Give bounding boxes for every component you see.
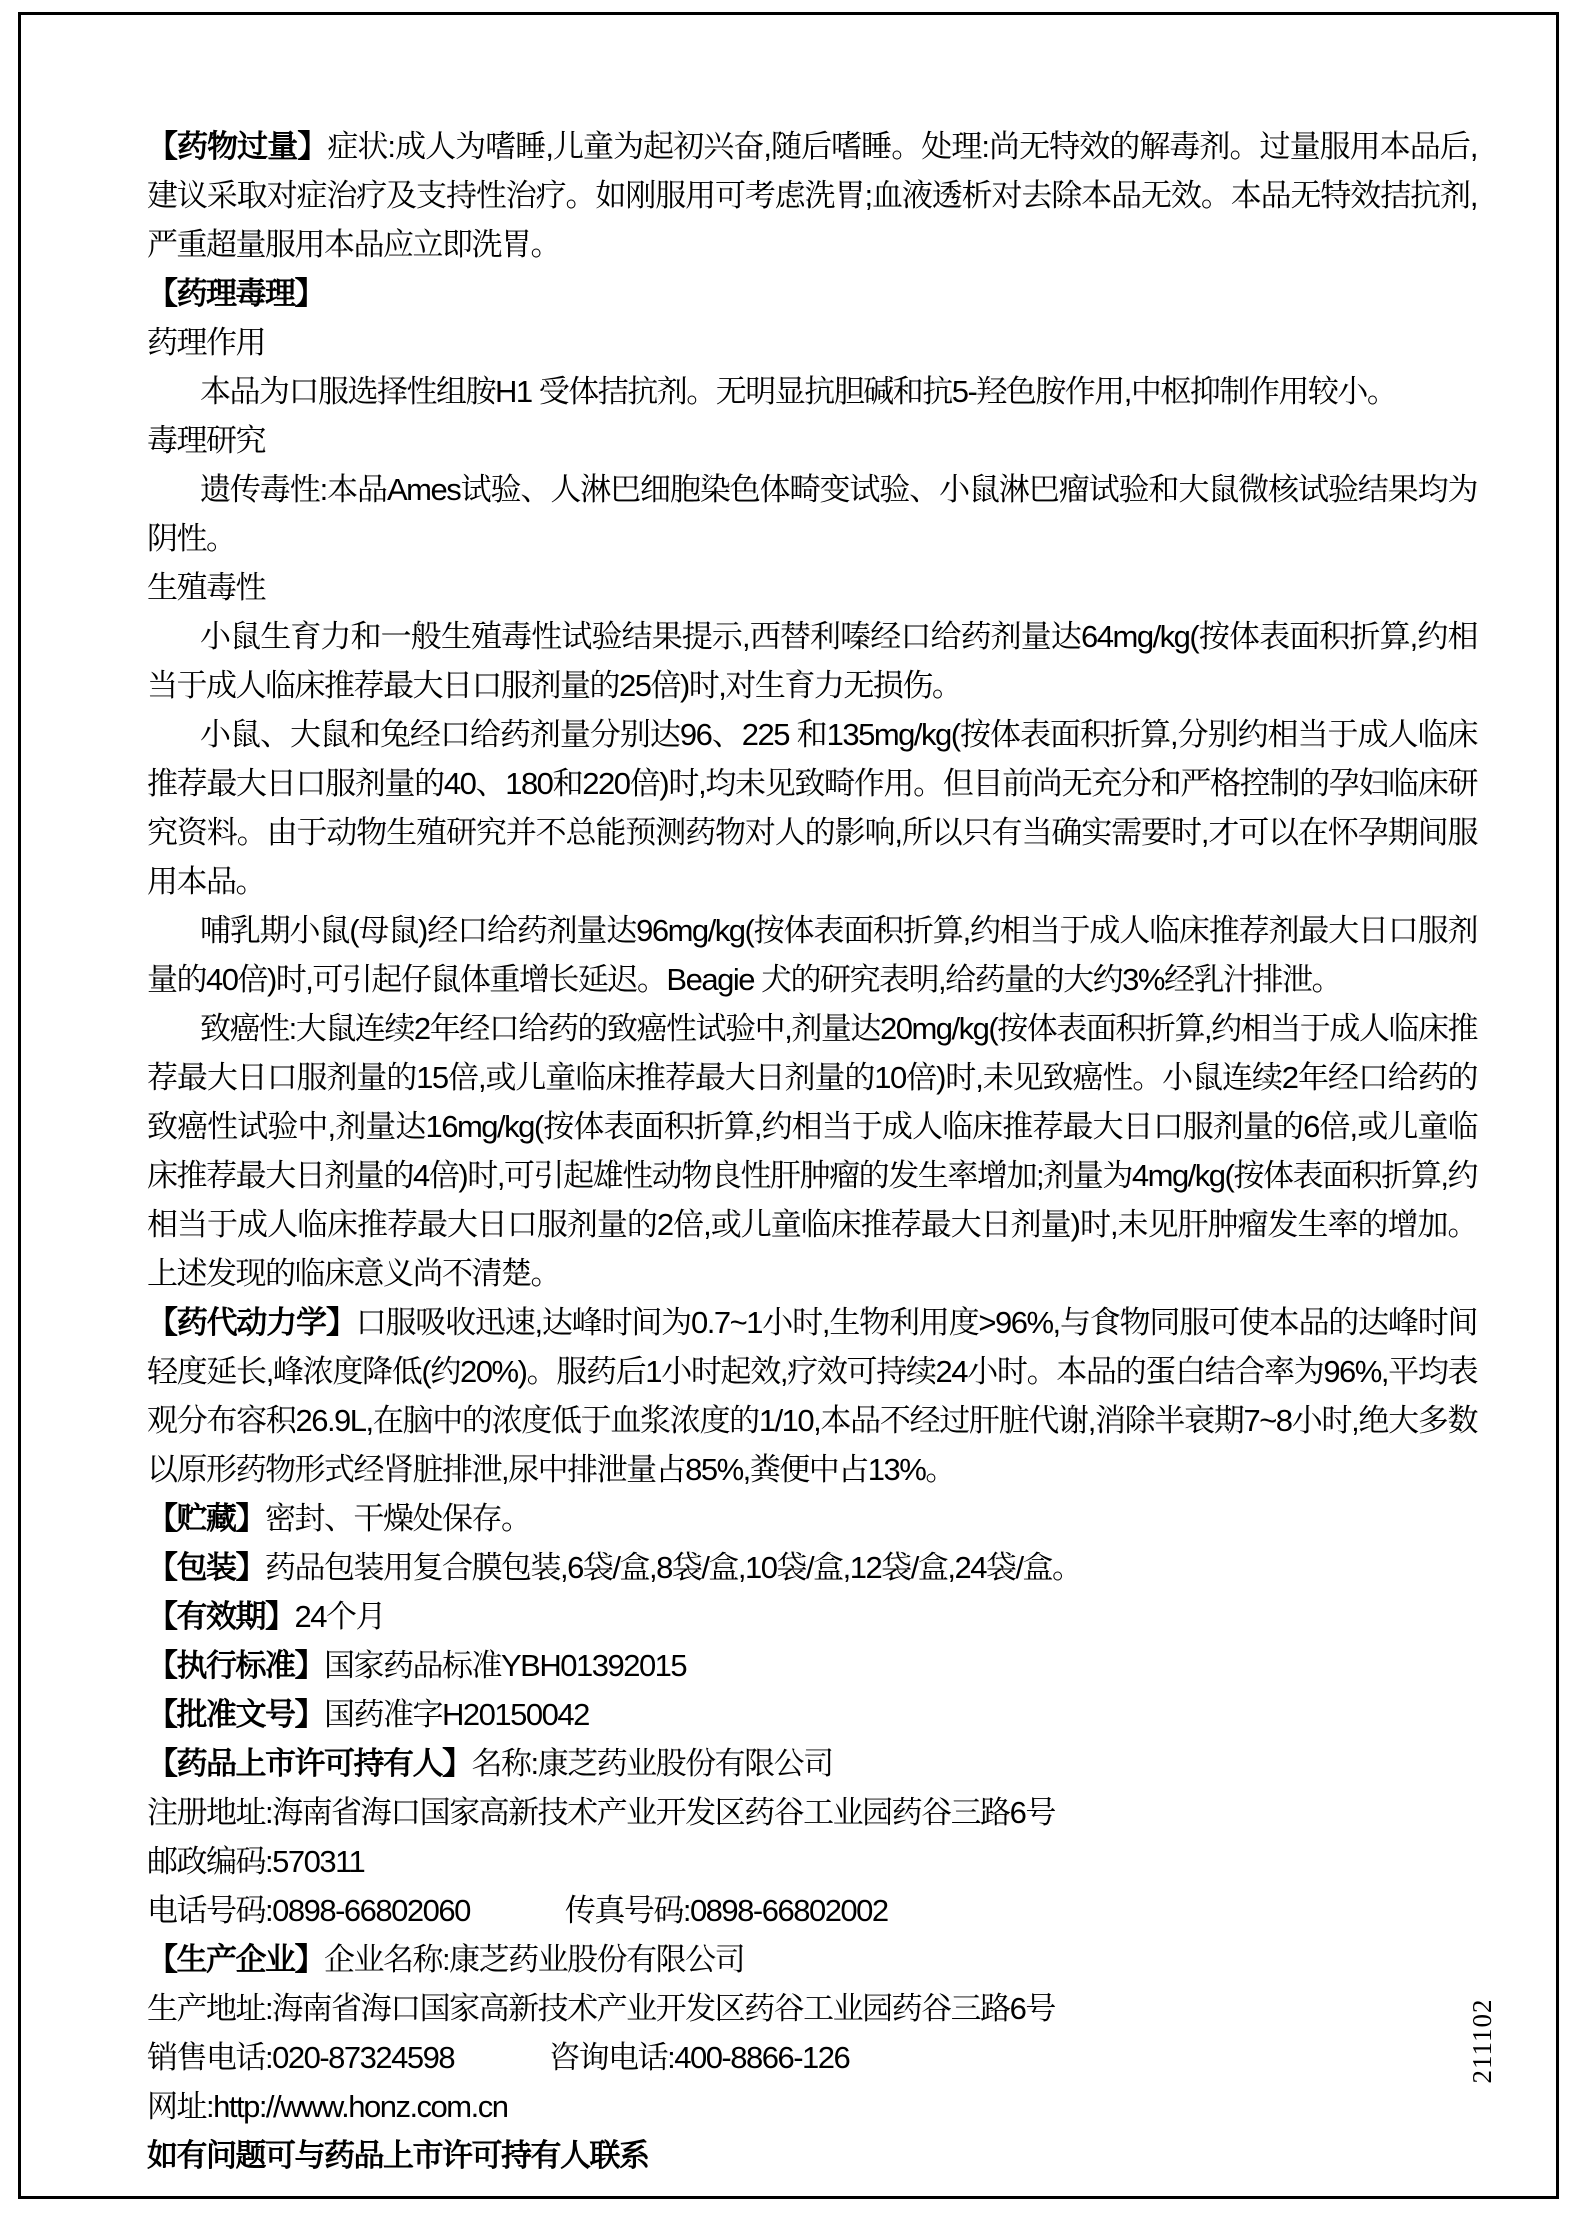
- consult-phone: 咨询电话:400-8866-126: [549, 2040, 850, 2075]
- section-label-packaging: 【包装】: [147, 1550, 265, 1585]
- para-lactation-study: 哺乳期小鼠(母鼠)经口给药剂量达96mg/kg(按体表面积折算,约相当于成人临床推荐剂最大日口服剂量的40倍)时,可引起仔鼠体重增长延迟。Beagie 犬的研究表明,给药量的大约3%经乳汁排泄。: [147, 913, 1477, 997]
- section-label-license-holder: 【药品上市许可持有人】: [147, 1746, 472, 1781]
- para-production-address: 生产地址:海南省海口国家高新技术产业开发区药谷工业园药谷三路6号: [147, 1991, 1055, 2026]
- subhead-toxicology-research: 毒理研究: [147, 423, 265, 458]
- para-executive-standard: 【执行标准】国家药品标准YBH01392015: [147, 1648, 687, 1683]
- section-label-pharmacology-toxicology: 【药理毒理】: [147, 276, 324, 311]
- para-license-holder: 【药品上市许可持有人】名称:康芝药业股份有限公司: [147, 1746, 833, 1781]
- fax-number: 传真号码:0898-66802002: [564, 1893, 888, 1928]
- section-label-validity: 【有效期】: [147, 1599, 295, 1634]
- para-registered-address: 注册地址:海南省海口国家高新技术产业开发区药谷工业园药谷三路6号: [147, 1795, 1055, 1830]
- para-sales-consult-phone: [147, 2033, 1477, 2082]
- para-overdose: [147, 122, 1477, 269]
- sales-phone: 销售电话:020-87324598: [147, 2040, 455, 2075]
- para-genetic-toxicity: 遗传毒性:本品Ames试验、人淋巴细胞染色体畸变试验、小鼠淋巴瘤试验和大鼠微核试验结果均为阴性。: [147, 472, 1477, 556]
- para-reproductive-toxicity-1: 小鼠生育力和一般生殖毒性试验结果提示,西替利嗪经口给药剂量达64mg/kg(按体表面积折算,约相当于成人临床推荐最大日口服剂量的25倍)时,对生育力无损伤。: [147, 619, 1477, 703]
- subhead-reproductive-toxicity: 生殖毒性: [147, 570, 265, 605]
- para-reproductive-toxicity-2: 小鼠、大鼠和兔经口给药剂量分别达96、225 和135mg/kg(按体表面积折算,分别约相当于成人临床推荐最大日口服剂量的40、180和220倍)时,均未见致畸作用。但目前尚无充分和严格控制的孕妇临床研究资料。由于动物生殖研究并不总能预测药物对人的影响,所以只有当确实需要时,才可以在怀孕期间服用本品。: [147, 717, 1477, 899]
- para-validity-period: 【有效期】24个月: [147, 1599, 385, 1634]
- para-approval-number: 【批准文号】国药准字H20150042: [147, 1697, 589, 1732]
- section-label-manufacturer: 【生产企业】: [147, 1942, 324, 1977]
- para-pharmacologic-action: 本品为口服选择性组胺H1 受体拮抗剂。无明显抗胆碱和抗5-羟色胺作用,中枢抑制作用较小。: [200, 374, 1397, 409]
- para-storage: 【贮藏】密封、干燥处保存。: [147, 1501, 531, 1536]
- para-phone-fax: [147, 1886, 1477, 1935]
- para-carcinogenicity: 致癌性:大鼠连续2年经口给药的致癌性试验中,剂量达20mg/kg(按体表面积折算,约相当于成人临床推荐最大日口服剂量的15倍,或儿童临床推荐最大日剂量的10倍)时,未见致癌性。小鼠连续2年经口给药的致癌性试验中,剂量达16mg/kg(按体表面积折算,约相当于成人临床推荐最大日口服剂量的6倍,或儿童临床推荐最大日剂量的4倍)时,可引起雄性动物良性肝肿瘤的发生率增加;剂量为4mg/kg(按体表面积折算,约相当于成人临床推荐最大日口服剂量的2倍,或儿童临床推荐最大日剂量)时,未见肝肿瘤发生率的增加。上述发现的临床意义尚不清楚。: [147, 1011, 1477, 1291]
- para-website: [147, 2082, 1477, 2131]
- section-label-pharmacokinetics: 【药代动力学】: [147, 1305, 356, 1340]
- phone-number: 电话号码:0898-66802060: [147, 1893, 470, 1928]
- subhead-pharmacologic-action: 药理作用: [147, 325, 265, 360]
- heading-pharmacology-toxicology: [147, 269, 1477, 318]
- page-number-vertical: 211102: [1467, 1998, 1497, 2084]
- insert-text-content: [147, 122, 1477, 2180]
- para-pharmacokinetics: 【药代动力学】口服吸收迅速,达峰时间为0.7~1小时,生物利用度>96%,与食物同服可使本品的达峰时间轻度延长,峰浓度降低(约20%)。服药后1小时起效,疗效可持续24小时。本品的蛋白结合率为96%,平均表观分布容积26.9L,在脑中的浓度低于血浆浓度的1/10,本品不经过肝脏代谢,消除半衰期7~8小时,绝大多数以原形药物形式经肾脏排泄,尿中排泄量占85%,粪便中占13%。: [147, 1305, 1477, 1487]
- para-postcode: 邮政编码:570311: [147, 1844, 365, 1879]
- section-label-standard: 【执行标准】: [147, 1648, 324, 1683]
- para-manufacturer: 【生产企业】企业名称:康芝药业股份有限公司: [147, 1942, 745, 1977]
- para-packaging: 【包装】药品包装用复合膜包装,6袋/盒,8袋/盒,10袋/盒,12袋/盒,24袋/盒。: [147, 1550, 1082, 1585]
- para-overdose-text: 症状:成人为嗜睡,儿童为起初兴奋,随后嗜睡。处理:尚无特效的解毒剂。过量服用本品后,建议采取对症治疗及支持性治疗。如刚服用可考虑洗胃;血液透析对去除本品无效。本品无特效拮抗剂,严重超量服用本品应立即洗胃。: [147, 129, 1477, 262]
- section-label-approval: 【批准文号】: [147, 1697, 324, 1732]
- footer-contact-note: 如有问题可与药品上市许可持有人联系: [147, 2138, 649, 2173]
- website-url: 网址:http://www.honz.com.cn: [147, 2089, 508, 2124]
- section-label-overdose: 【药物过量】: [147, 129, 328, 164]
- section-label-storage: 【贮藏】: [147, 1501, 265, 1536]
